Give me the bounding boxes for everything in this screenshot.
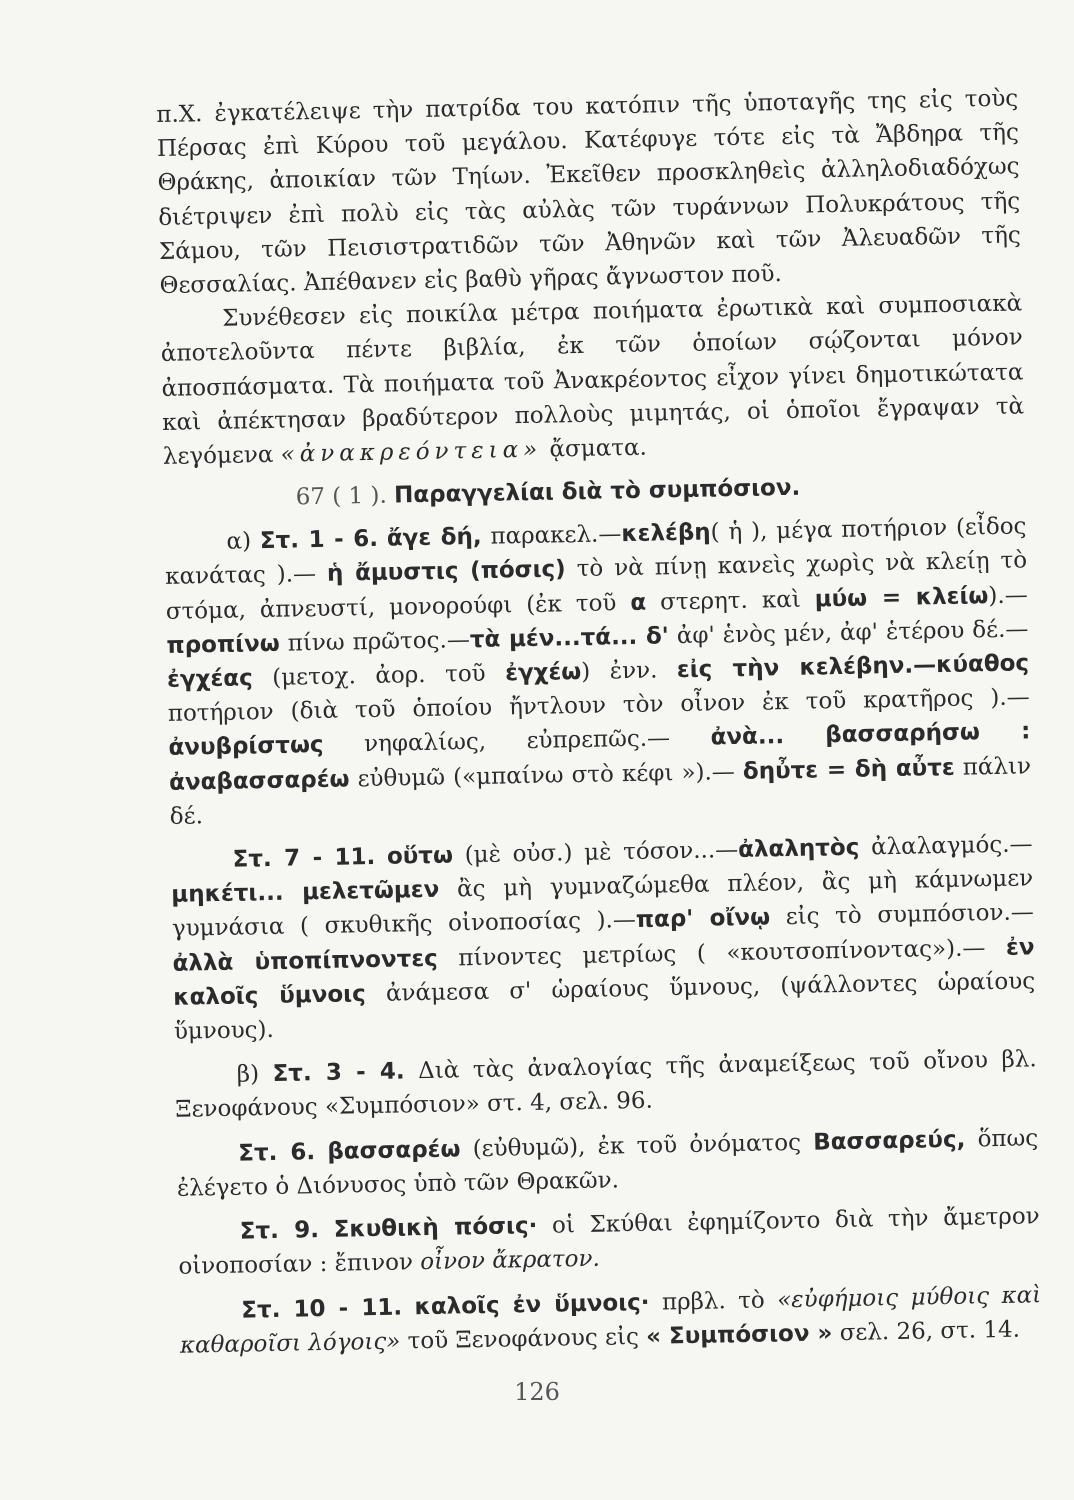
lemma: εἰς τὴν κελέβην.—κύαθος [676, 650, 1030, 684]
gloss: ἀλαλαγμός.— [870, 831, 1033, 861]
poem-title: Παραγγελίαι διὰ τὸ συμπόσιον. [393, 474, 801, 509]
verse-ref: Στ. 7 - 11. [232, 843, 376, 873]
lemma: τὰ μέν...τά... δ' [469, 623, 670, 653]
gloss: ).— [988, 582, 1028, 609]
gloss: νηφαλίως, εὐπρεπῶς.— [363, 725, 671, 758]
text-block [156, 81, 1042, 1362]
lemma: προπίνω [166, 630, 281, 659]
gloss: εὐθυμῶ («μπαίνω στὸ κέφι »).— [357, 758, 736, 792]
lemma: Βασσαρεύς, [812, 1126, 966, 1156]
lemma: κελέβη [621, 519, 711, 548]
gloss: ποτήριον (διὰ τοῦ ὁποίου ἤντλουν τὸν οἶνον ἐκ τοῦ κρατῆρος ).— [167, 684, 1030, 728]
gloss: ἀνάμεσα σ' ὡραίους ὕμνους, (ψάλλοντες ὡραίους ὕμνους). [173, 968, 1036, 1045]
gloss: οἱ Σκύθαι ἐφημίζοντο διὰ τὴν ἄμετρον οἰνοποσίαν : ἔπινον [178, 1203, 1040, 1281]
gloss: ( ἡ ), μέγα ποτήριον (εἶδος κανάτας ).— [164, 513, 1027, 591]
lemma: ἐγχέω [504, 658, 582, 687]
anacreontea-term: «ἀνακρεόντεια» [280, 436, 543, 468]
gloss: πίνοντες μετρίως ( «κουτσοπίνοντας»).— [458, 934, 986, 972]
intro-paragraph-1 [156, 81, 1022, 303]
gloss: εἰς τὸ συμπόσιον.— [785, 899, 1035, 931]
page-number: 126 [514, 1378, 560, 1406]
verse-ref: Στ. 10 - 11. [241, 1294, 403, 1324]
lemma: ἐν καλοῖς ὕμνοις [173, 933, 1035, 1011]
lemma: α [630, 589, 647, 616]
gloss: πίνω πρῶτος.— [287, 626, 471, 657]
lemma: ἐγχέας [166, 665, 253, 693]
note-verse-6 [176, 1121, 1039, 1206]
lemma: οὕτω [386, 842, 454, 870]
verse-ref: Στ. 9. [239, 1217, 320, 1245]
poem-number: 67 ( 1 ). [295, 482, 388, 511]
lemma: « Συμπόσιον » [645, 1319, 833, 1350]
lemma: ἄγε δή, [386, 524, 482, 552]
note-verse-9 [177, 1199, 1040, 1284]
lemma: παρ' οἴνῳ [635, 904, 771, 934]
gloss: πρβλ. τὸ [661, 1287, 766, 1316]
note-label: β) [236, 1061, 260, 1088]
lemma: βασσαρέω [327, 1136, 461, 1165]
lemma: ἀνὰ... βασσαρήσω : ἀναβασσαρέω [168, 718, 1031, 796]
gloss: (εὐθυμῶ), ἐκ τοῦ ὀνόματος [472, 1129, 802, 1162]
lemma: ἀλαλητὸς [737, 834, 860, 864]
verse-ref: Στ. 6. [238, 1138, 316, 1167]
gloss: (μὲ οὐσ.) μὲ τόσον...— [464, 837, 739, 869]
lemma: μύω = κλείω [814, 582, 989, 613]
gloss: Διὰ τὰς ἀναλογίας τῆς ἀναμείξεως τοῦ οἴνου βλ. Ξενοφάνους «Συμπόσιον» στ. 4, σελ. 96. [175, 1046, 1037, 1124]
lemma: καλοῖς ἐν ὕμνοις· [414, 1289, 650, 1320]
quoted-phrase: οἶνον ἄκρατον. [420, 1245, 601, 1276]
gloss: ) ἐνν. [581, 657, 658, 685]
verse-ref: Στ. 1 - 6. [259, 526, 379, 555]
lemma: ἡ ἄμυστις (πόσις) [326, 556, 566, 588]
gloss: τὸ νὰ πίνῃ κανεὶς χωρὶς νὰ κλείῃ τὸ στόμα, ἀπνευστί, μονορούφι (ἐκ τοῦ [165, 547, 1028, 625]
note-alpha [164, 510, 1032, 834]
gloss: στερητ. καὶ [659, 586, 801, 616]
note-beta [174, 1043, 1037, 1128]
gloss: ἀφ' ἑνὸς μέν, ἀφ' ἑτέρου δέ.— [676, 616, 1029, 649]
intro-text-2-end: ᾄσματα. [549, 434, 648, 463]
quoted-phrase: «εὐφήμοις μύθοις καὶ καθαροῖσι λόγοις» [179, 1281, 1042, 1359]
gloss: (μετοχ. ἀορ. τοῦ [271, 660, 486, 691]
intro-paragraph-2 [160, 287, 1025, 475]
intro-text-1: π.Χ. ἐγκατέλειψε τὴν πατρίδα του κατόπιν τῆς ὑποταγῆς της εἰς τοὺς Πέρσας ἐπὶ Κύρου τοῦ μεγάλου. Κατέφυγε τότε εἰς τὰ Ἄβδηρα τῆς Θράκης, ἀποικίαν τῶν Τηίων. Ἐκεῖθεν προσκληθεὶς ἀλληλοδιαδόχως διέτριψεν ἐπὶ πολὺ εἰς τὰς αὐλὰς τῶν τυράννων Πολυκράτους τῆς Σάμου, τῶν Πεισιστρατιδῶν τῶν Ἀθηνῶν καὶ τῶν Ἀλευαδῶν τῆς Θεσσαλίας. Ἀπέθανεν εἰς βαθὺ γῆρας ἄγνωστον ποῦ. [156, 85, 1022, 299]
intro-text-2: Συνέθεσεν εἰς ποικίλα μέτρα ποιήματα ἐρωτικὰ καὶ συμποσιακὰ ἀποτελοῦντα πέντε βιβλία, ἐκ τῶν ὁποίων σῴζονται μόνον ἀποσπάσματα. Τὰ ποιήματα τοῦ Ἀνακρέοντος εἶχον γίνει δημοτικώτατα καὶ ἀπέκτησαν βραδύτερον πολλοὺς μιμητάς, οἱ ὁποῖοι ἔγραψαν τὰ λεγόμενα [160, 290, 1025, 470]
verse-ref: Στ. 3 - 4. [272, 1058, 405, 1088]
gloss: ὅπως ἐλέγετο ὁ Διόνυσος ὑπὸ τῶν Θρακῶν. [176, 1124, 1039, 1202]
lemma: Σκυθικὴ πόσις· [333, 1212, 538, 1243]
lemma: ἀνυβρίστως [168, 732, 324, 762]
lemma: μηκέτι... μελετῶμεν [171, 876, 440, 909]
note-verses-7-11 [170, 827, 1036, 1049]
gloss: τοῦ Ξενοφάνους εἰς [407, 1323, 640, 1355]
gloss: ἂς μὴ γυμναζώμεθα πλέον, ἂς μὴ κάμνωμεν γυμνάσια ( σκυθικῆς οἰνοποσίας ).— [171, 865, 1034, 943]
note-verses-10-11 [179, 1278, 1042, 1363]
gloss: παρακελ.— [490, 521, 622, 550]
gloss: σελ. 26, στ. 14. [839, 1316, 1021, 1346]
note-label: α) [226, 528, 252, 555]
lemma: ἀλλὰ ὑποπίπνοντες [172, 945, 438, 977]
lemma: δηὖτε = δὴ αὖτε [742, 754, 955, 785]
gloss: πάλιν δέ. [169, 752, 1032, 830]
